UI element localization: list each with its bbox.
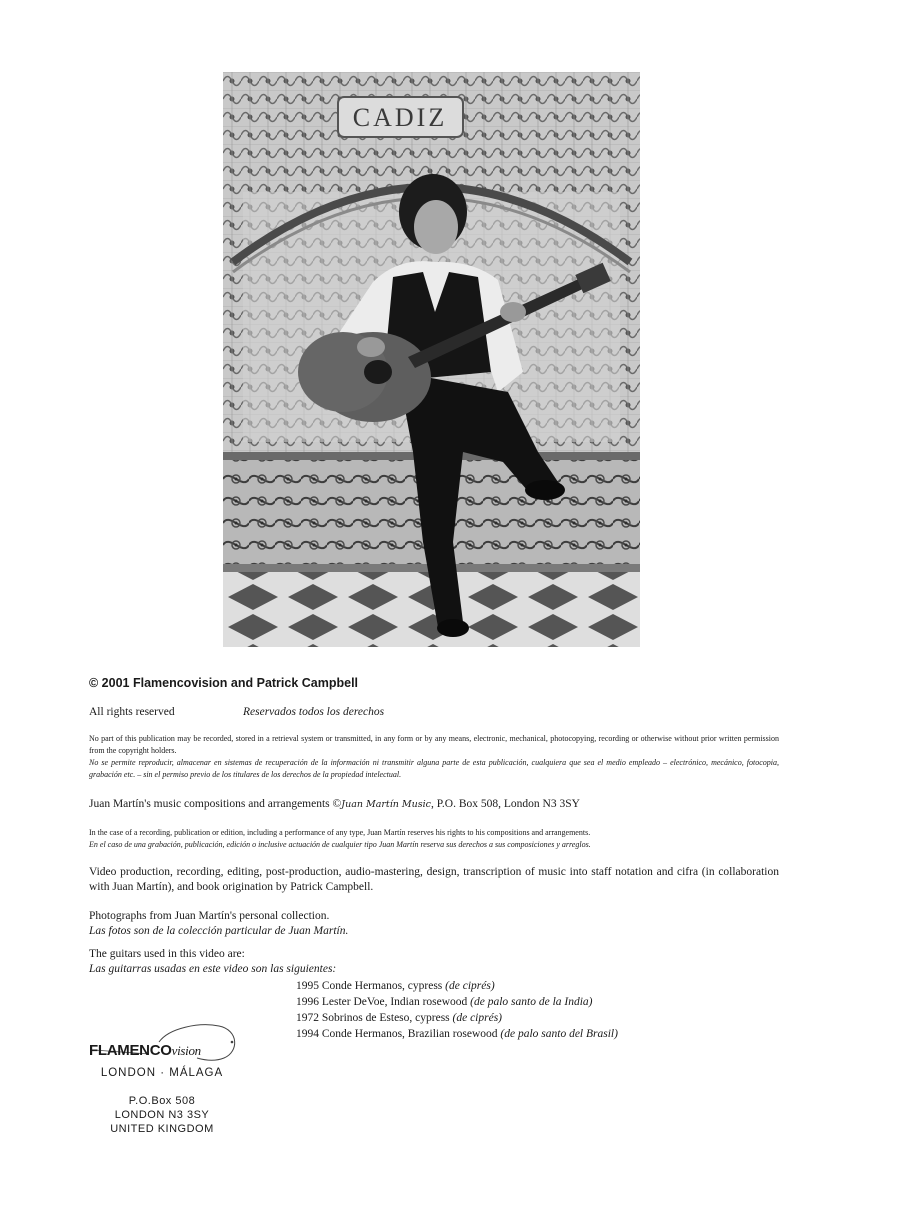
logo-cities: LONDON · MÁLAGA — [100, 1067, 224, 1079]
photo-illustration — [223, 72, 640, 647]
guitar-list-item: 1995 Conde Hermanos, cypress (de ciprés) — [296, 980, 495, 992]
sign-cadiz: CADIZ — [352, 103, 448, 132]
legal-notice-en: No part of this publication may be recorded, stored in a retrieval system or transmitted, in any form or by any means, electronic, mechanical, photocopying, recording or otherwise without prior written permission from the copyright holders. — [89, 734, 779, 755]
postal-address — [89, 1094, 235, 1136]
guitar-list-item: 1972 Sobrinos de Esteso, cypress (de ciprés) — [296, 1012, 503, 1024]
logo-vision-text: vision — [171, 1043, 201, 1058]
production-credits: Video production, recording, editing, post-production, audio-mastering, design, transcription of music into staff notation and cifra (in collaboration with Juan Martín), and book origination by Patrick Campbell. — [89, 866, 779, 893]
recording-rights-en: In the case of a recording, publication or edition, including a performance of any type, Juan Martín reserves his rights to his compositions and arrangements. — [89, 828, 591, 837]
guitars-intro-es: Las guitarras usadas en este video son las siguientes: — [89, 963, 337, 975]
copyright-heading: © 2001 Flamencovision and Patrick Campbell — [89, 676, 359, 690]
address-line: LONDON N3 3SY — [114, 1109, 210, 1121]
photos-credit-es: Las fotos son de la colección particular de Juan Martín. — [89, 925, 349, 937]
photos-credit-en: Photographs from Juan Martín's personal collection. — [89, 910, 330, 922]
compositions-prefix: Juan Martín's music compositions and arrangements © — [89, 798, 342, 810]
guitar-list — [296, 978, 618, 1042]
logo-main-text: FLAMENCO — [89, 1042, 172, 1059]
flamencovision-logo — [89, 1042, 201, 1059]
compositions-suffix: , P.O. Box 508, London N3 3SY — [431, 798, 580, 810]
compositions-notice — [89, 798, 580, 810]
rights-reserved-es: Reservados todos los derechos — [243, 706, 385, 718]
recording-rights-es: En el caso de una grabación, publicación, edición o inclusive actuación de cualquier tipo Juan Martín reserva sus derechos a sus composiciones y arreglos. — [89, 840, 591, 849]
juan-martin-guitar-photo — [223, 72, 640, 647]
address-line: UNITED KINGDOM — [110, 1123, 214, 1135]
guitar-list-item: 1996 Lester DeVoe, Indian rosewood (de palo santo de la India) — [296, 996, 593, 1008]
guitar-list-item: 1994 Conde Hermanos, Brazilian rosewood (de palo santo del Brasil) — [296, 1028, 618, 1040]
address-line: P.O.Box 508 — [128, 1095, 196, 1107]
legal-notice-es: No se permite reproducir, almacenar en sistemas de recuperación de la información ni transmitir alguna parte de esta publicación, cualquiera que sea el medio empleado – electrónico, mecánico, fotocopia, grabación etc. – sin el permiso previo de los titulares de los derechos de la propiedad intelectual. — [89, 758, 779, 779]
rights-reserved-en: All rights reserved — [89, 706, 175, 718]
guitars-intro-en: The guitars used in this video are: — [89, 948, 245, 960]
juan-martin-music-brand: Juan Martín Music — [341, 799, 432, 810]
